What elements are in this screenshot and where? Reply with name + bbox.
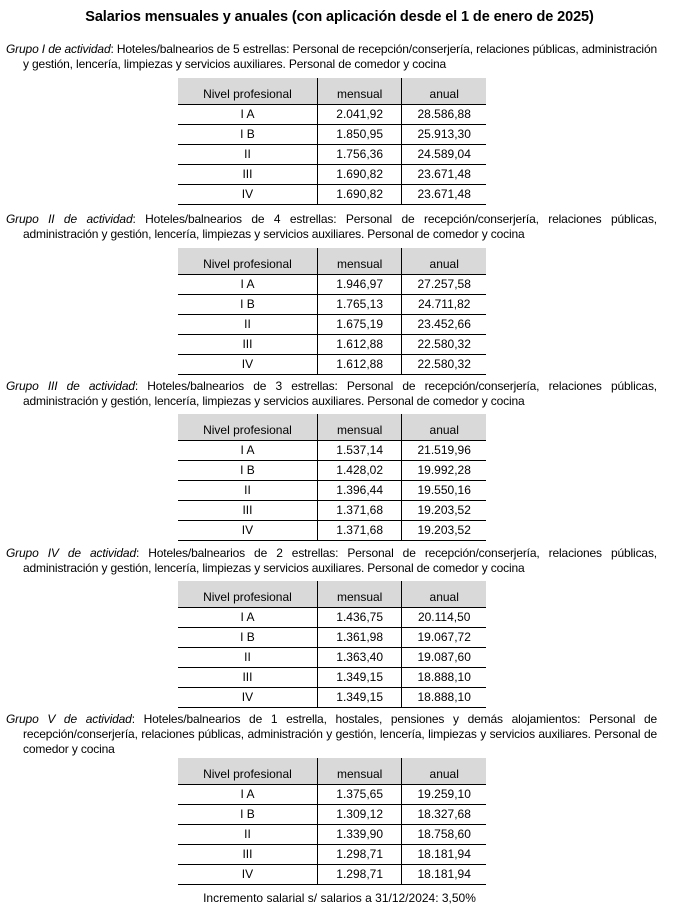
anual-cell: 28.586,88 (402, 105, 486, 125)
anual-cell: 18.181,94 (402, 845, 486, 865)
nivel-cell: I A (178, 441, 317, 461)
mensual-cell: 1.298,71 (317, 865, 402, 885)
anual-cell: 19.087,60 (402, 648, 486, 668)
column-header-mensual: mensual (317, 414, 402, 441)
column-header-anual: anual (402, 414, 486, 441)
mensual-cell: 1.765,13 (317, 295, 402, 315)
anual-cell: 18.181,94 (402, 865, 486, 885)
anual-cell: 21.519,96 (402, 441, 486, 461)
anual-cell: 22.580,32 (402, 355, 486, 375)
column-header-anual: anual (402, 248, 486, 275)
anual-cell: 19.067,72 (402, 628, 486, 648)
nivel-cell: I B (178, 628, 317, 648)
nivel-cell: I A (178, 105, 317, 125)
anual-cell: 18.888,10 (402, 688, 486, 708)
nivel-cell: III (178, 165, 317, 185)
table-row (178, 315, 486, 335)
group-description-5 (6, 712, 657, 757)
anual-cell: 19.992,28 (402, 461, 486, 481)
nivel-cell: IV (178, 865, 317, 885)
column-header-anual: anual (402, 581, 486, 608)
mensual-cell: 1.690,82 (317, 165, 402, 185)
nivel-cell: III (178, 845, 317, 865)
group-description-4 (6, 546, 657, 576)
mensual-cell: 1.756,36 (317, 145, 402, 165)
anual-cell: 18.888,10 (402, 668, 486, 688)
mensual-cell: 1.436,75 (317, 608, 402, 628)
table-row (178, 145, 486, 165)
mensual-cell: 1.309,12 (317, 805, 402, 825)
nivel-cell: III (178, 335, 317, 355)
nivel-cell: III (178, 501, 317, 521)
anual-cell: 19.203,52 (402, 521, 486, 541)
group-description-2 (6, 212, 657, 242)
nivel-cell: I B (178, 125, 317, 145)
column-header-mensual: mensual (317, 248, 402, 275)
nivel-cell: I A (178, 608, 317, 628)
table-row (178, 335, 486, 355)
group-text: : Hoteles/balnearios de 3 estrellas: Personal de recepción/conserjería, relaciones públicas, administración y gestión, lencería, limpiezas y servicios auxiliares. Personal de comedor y cocina (23, 379, 657, 408)
mensual-cell: 1.371,68 (317, 501, 402, 521)
column-header-mensual: mensual (317, 78, 402, 105)
mensual-cell: 1.396,44 (317, 481, 402, 501)
table-row (178, 521, 486, 541)
table-row (178, 785, 486, 805)
anual-cell: 18.327,68 (402, 805, 486, 825)
anual-cell: 23.452,66 (402, 315, 486, 335)
mensual-cell: 1.371,68 (317, 521, 402, 541)
anual-cell: 19.259,10 (402, 785, 486, 805)
table-row (178, 648, 486, 668)
mensual-cell: 1.690,82 (317, 185, 402, 205)
group-label: Grupo I de actividad (6, 42, 111, 56)
anual-cell: 19.550,16 (402, 481, 486, 501)
nivel-cell: II (178, 315, 317, 335)
table-row (178, 501, 486, 521)
column-header-nivel: Nivel profesional (178, 581, 317, 608)
table-row (178, 355, 486, 375)
column-header-nivel: Nivel profesional (178, 78, 317, 105)
column-header-mensual: mensual (317, 581, 402, 608)
nivel-cell: I A (178, 785, 317, 805)
column-header-nivel: Nivel profesional (178, 414, 317, 441)
mensual-cell: 1.298,71 (317, 845, 402, 865)
table-row (178, 481, 486, 501)
column-header-mensual: mensual (317, 758, 402, 785)
table-header-row (178, 78, 486, 105)
table-header-row (178, 581, 486, 608)
table-row (178, 668, 486, 688)
table-row (178, 441, 486, 461)
nivel-cell: II (178, 825, 317, 845)
nivel-cell: II (178, 145, 317, 165)
table-row (178, 461, 486, 481)
column-header-anual: anual (402, 78, 486, 105)
nivel-cell: I B (178, 295, 317, 315)
table-row (178, 805, 486, 825)
group-text: : Hoteles/balnearios de 2 estrellas: Personal de recepción/conserjería, relaciones públicas, administración y gestión, lencería, limpiezas y servicios auxiliares. Personal de comedor y cocina (23, 546, 657, 575)
mensual-cell: 1.850,95 (317, 125, 402, 145)
table-row (178, 845, 486, 865)
mensual-cell: 1.612,88 (317, 335, 402, 355)
nivel-cell: I B (178, 461, 317, 481)
table-row (178, 825, 486, 845)
column-header-nivel: Nivel profesional (178, 758, 317, 785)
table-header-row (178, 414, 486, 441)
anual-cell: 24.711,82 (402, 295, 486, 315)
anual-cell: 20.114,50 (402, 608, 486, 628)
group-text: : Hoteles/balnearios de 1 estrella, hostales, pensiones y demás alojamientos: Personal de recepción/conserjería, relaciones públicas, administración y gestión, lencería, limpiezas y servicios auxiliares. Personal de comedor y cocina (23, 712, 657, 756)
group-description-1 (6, 42, 657, 72)
anual-cell: 23.671,48 (402, 165, 486, 185)
nivel-cell: II (178, 481, 317, 501)
group-text: : Hoteles/balnearios de 5 estrellas: Personal de recepción/conserjería, relaciones públicas, administración y gestión, lencería, limpiezas y servicios auxiliares. Personal de comedor y cocina (23, 42, 657, 71)
mensual-cell: 2.041,92 (317, 105, 402, 125)
group-label: Grupo II de actividad (6, 212, 133, 226)
table-row (178, 165, 486, 185)
group-text: : Hoteles/balnearios de 4 estrellas: Personal de recepción/conserjería, relaciones públicas, administración y gestión, lencería, limpiezas y servicios auxiliares. Personal de comedor y cocina (23, 212, 657, 241)
mensual-cell: 1.361,98 (317, 628, 402, 648)
mensual-cell: 1.675,19 (317, 315, 402, 335)
mensual-cell: 1.946,97 (317, 275, 402, 295)
salary-increase-note: Incremento salarial s/ salarios a 31/12/2024: 3,50% (203, 891, 476, 905)
salary-table-group-2 (178, 248, 486, 375)
nivel-cell: IV (178, 355, 317, 375)
table-row (178, 688, 486, 708)
table-row (178, 125, 486, 145)
anual-cell: 27.257,58 (402, 275, 486, 295)
table-row (178, 185, 486, 205)
table-row (178, 275, 486, 295)
mensual-cell: 1.537,14 (317, 441, 402, 461)
mensual-cell: 1.375,65 (317, 785, 402, 805)
mensual-cell: 1.349,15 (317, 668, 402, 688)
mensual-cell: 1.363,40 (317, 648, 402, 668)
salary-table-group-1 (178, 78, 486, 205)
table-row (178, 608, 486, 628)
table-row (178, 105, 486, 125)
anual-cell: 18.758,60 (402, 825, 486, 845)
anual-cell: 25.913,30 (402, 125, 486, 145)
anual-cell: 22.580,32 (402, 335, 486, 355)
nivel-cell: I A (178, 275, 317, 295)
mensual-cell: 1.349,15 (317, 688, 402, 708)
nivel-cell: III (178, 668, 317, 688)
table-row (178, 295, 486, 315)
salary-table-group-3 (178, 414, 486, 541)
nivel-cell: I B (178, 805, 317, 825)
group-description-3 (6, 379, 657, 409)
mensual-cell: 1.612,88 (317, 355, 402, 375)
anual-cell: 23.671,48 (402, 185, 486, 205)
anual-cell: 19.203,52 (402, 501, 486, 521)
nivel-cell: IV (178, 688, 317, 708)
group-label: Grupo V de actividad (6, 712, 132, 726)
table-header-row (178, 758, 486, 785)
table-row (178, 865, 486, 885)
page-title: Salarios mensuales y anuales (con aplicación desde el 1 de enero de 2025) (85, 9, 594, 25)
mensual-cell: 1.339,90 (317, 825, 402, 845)
mensual-cell: 1.428,02 (317, 461, 402, 481)
nivel-cell: IV (178, 521, 317, 541)
table-row (178, 628, 486, 648)
column-header-nivel: Nivel profesional (178, 248, 317, 275)
nivel-cell: II (178, 648, 317, 668)
column-header-anual: anual (402, 758, 486, 785)
nivel-cell: IV (178, 185, 317, 205)
table-header-row (178, 248, 486, 275)
group-label: Grupo III de actividad (6, 379, 135, 393)
salary-table-group-4 (178, 581, 486, 708)
salary-table-group-5 (178, 758, 486, 885)
group-label: Grupo IV de actividad (6, 546, 136, 560)
anual-cell: 24.589,04 (402, 145, 486, 165)
